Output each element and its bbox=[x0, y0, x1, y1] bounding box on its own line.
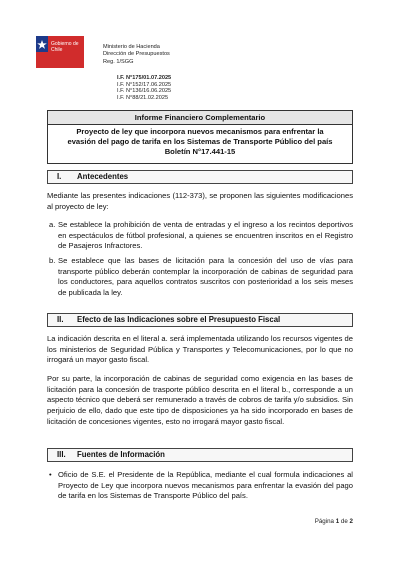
bulletin-number: Boletín N°17.441-15 bbox=[164, 147, 236, 156]
list-item-text: Se establece la prohibición de venta de entradas y el ingreso a los recintos deportivos en espectáculos de fútbol profesional, a quienes se encuentren inscritos en el Registro de Pasajeros Infractores. bbox=[58, 220, 353, 251]
section-heading-sources bbox=[47, 448, 353, 462]
source-item bbox=[49, 470, 353, 502]
list-item-b bbox=[49, 256, 353, 299]
source-item-text: Oficio de S.E. el Presidente de la República, mediante el cual formula indicaciones al Proyecto de Ley que incorpora nuevos mecanismos para enfrentar la evasión del pago de tarifa en los Sistemas de Transporte Público del país. bbox=[58, 470, 353, 501]
title-box bbox=[47, 110, 353, 164]
list-item-text: Se establece que las bases de licitación para la concesión del uso de vías para transporte público deberán contemplar la incorporación de cabinas de seguridad para los conductores, para aquellos contratos suscritos con posterioridad a los seis meses de publicada la ley. bbox=[58, 256, 353, 298]
section-title: Fuentes de Información bbox=[77, 450, 165, 459]
page-total: 2 bbox=[349, 518, 353, 525]
section-heading-antecedentes bbox=[47, 170, 353, 184]
registry-code: Reg. 1/SGG bbox=[103, 58, 134, 65]
report-references bbox=[117, 75, 171, 101]
ministry-name: Ministerio de Hacienda bbox=[103, 44, 160, 50]
page-separator: de bbox=[340, 518, 348, 525]
list-marker: b. bbox=[49, 256, 56, 265]
report-id: I.F. N°152/17.06.2025 bbox=[117, 81, 172, 88]
report-id-current: I.F. N°175/01.07.2025 bbox=[117, 75, 172, 81]
bill-title-line-2: evasión del pago de tarifa en los Sistemas de Transporte Público del país bbox=[67, 137, 333, 146]
section-1-intro: Mediante las presentes indicaciones (112-373), se proponen las siguientes modificaciones al proyecto de ley: bbox=[47, 191, 353, 211]
section-number: I. bbox=[57, 172, 62, 181]
logo-text-line-2: Chile bbox=[51, 47, 63, 53]
bill-title-line-1: Proyecto de ley que incorpora nuevos mecanismos para enfrentar la bbox=[76, 127, 324, 136]
page-current: 1 bbox=[335, 518, 340, 525]
logo-text-line-1: Gobierno de bbox=[51, 41, 79, 47]
section-title: Efecto de las Indicaciones sobre el Presupuesto Fiscal bbox=[77, 315, 281, 324]
page-number bbox=[315, 518, 353, 525]
section-2-paragraph-2: Por su parte, la incorporación de cabinas de seguridad como exigencia en las bases de licitación para la concesión de trasporte público descrita en el literal b., corresponde a un aspecto técnico que deberá ser remunerado a través de cobros de tarifa y/o subsidios. Sin perjuicio de ello, dado que este tipo de disposiciones ya ha sido incorporado en bases de licitación de concesiones vigentes, esto no irrogará mayor gasto fiscal. bbox=[47, 374, 353, 426]
ministry-block bbox=[103, 44, 170, 66]
directorate-name: Dirección de Presupuestos bbox=[103, 51, 170, 58]
bullet-marker: • bbox=[49, 470, 52, 479]
list-item-a bbox=[49, 220, 353, 252]
section-heading-budget-effect bbox=[47, 313, 353, 327]
section-title: Antecedentes bbox=[77, 172, 129, 181]
report-type-title: Informe Financiero Complementario bbox=[48, 111, 352, 125]
list-marker: a. bbox=[49, 220, 56, 229]
report-id: I.F. N°88/21.02.2025 bbox=[117, 94, 169, 101]
section-number: III. bbox=[57, 450, 66, 459]
government-logo-icon bbox=[36, 36, 84, 68]
section-2-paragraph-1: La indicación descrita en el literal a. será implementada utilizando los recursos vigentes de los ministerios de Seguridad Pública y Transportes y Telecomunicaciones, por lo que no irrogará un mayor gasto fiscal. bbox=[47, 334, 353, 365]
report-id: I.F. N°136/16.06.2025 bbox=[117, 88, 172, 95]
section-number: II. bbox=[57, 315, 64, 324]
page-label: Página bbox=[314, 518, 334, 525]
